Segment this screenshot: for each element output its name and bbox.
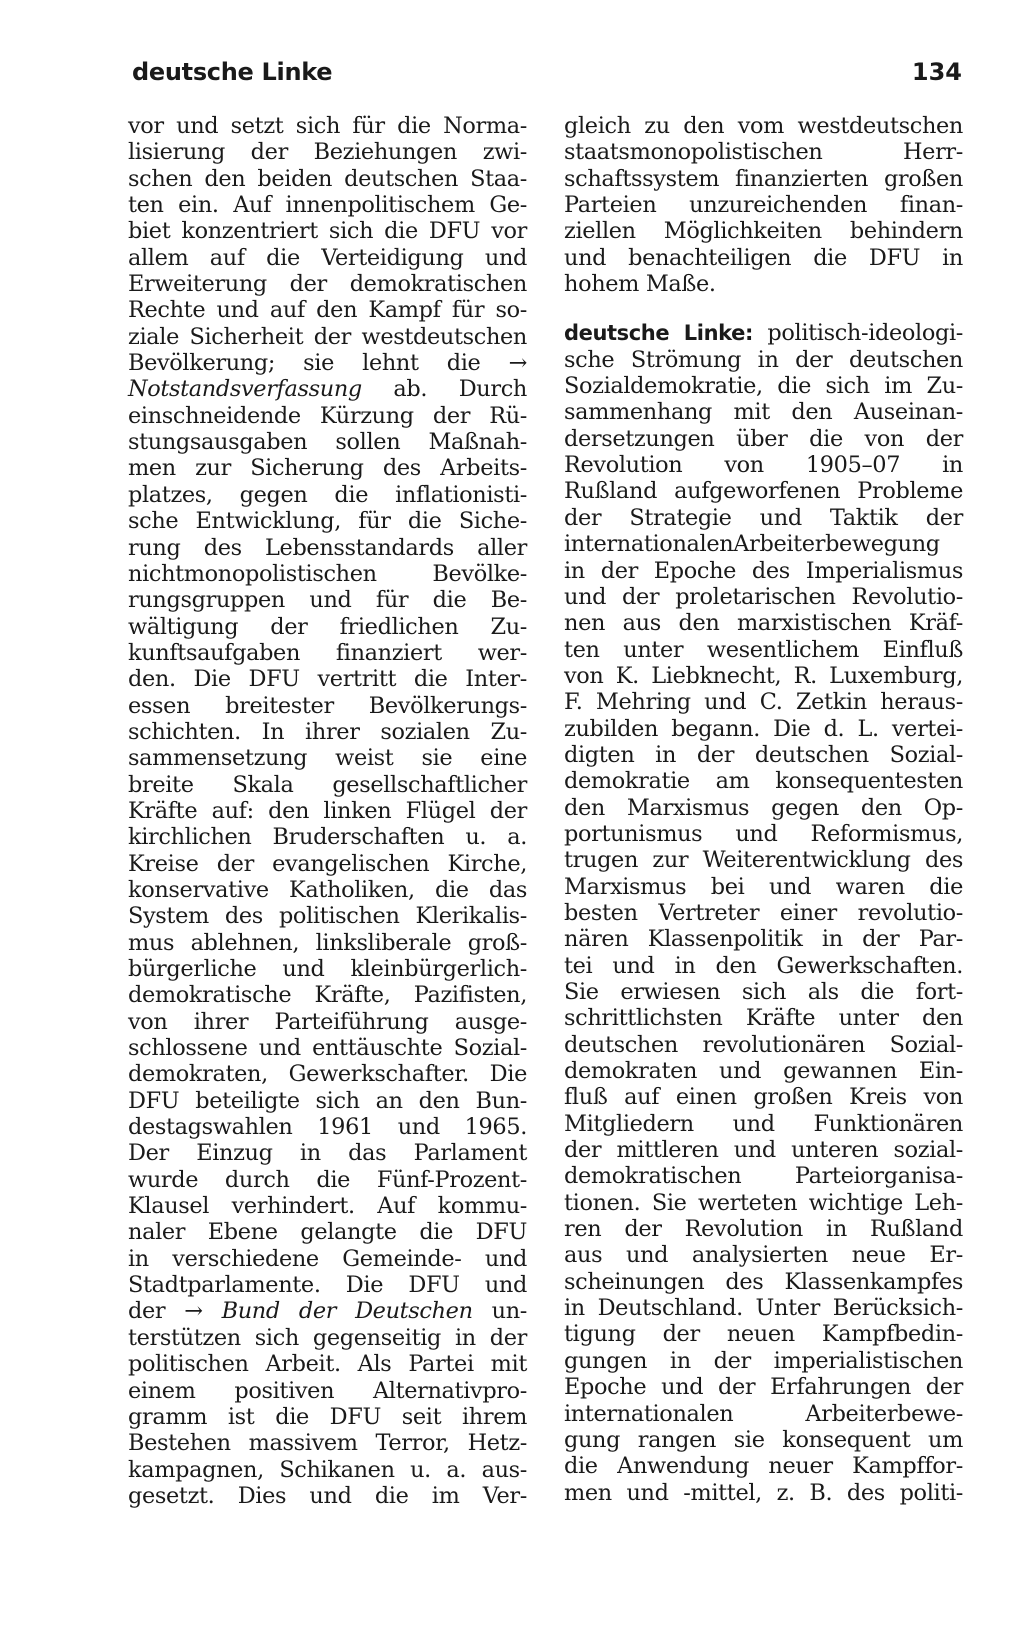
text-line: in Deutschland. Unter Berücksich-: [564, 1295, 963, 1322]
text-line: demokraten und gewannen Ein-: [564, 1058, 963, 1085]
text-line: kunftsaufgaben finanziert wer-: [128, 639, 527, 666]
text-line: Bevölkerung; sie lehnt die →: [128, 350, 527, 377]
text-line: scheinungen des Klassenkampfes: [564, 1268, 963, 1295]
text-line: politischen Arbeit. Als Partei mit: [128, 1351, 527, 1378]
text-line: in der Epoche des Imperialismus: [564, 557, 963, 584]
text-line: breite Skala gesellschaftlicher: [128, 771, 527, 798]
text-line: Revolution von 1905–07 in: [564, 452, 963, 479]
text-line: einem positiven Alternativpro-: [128, 1377, 527, 1404]
text-line: demokratischen Parteiorganisa-: [564, 1163, 963, 1190]
text-line: in verschiedene Gemeinde- und: [128, 1245, 527, 1272]
text-line: internationalenArbeiterbewegung: [564, 531, 940, 558]
text-line: Sie erwiesen sich als die fort-: [564, 979, 963, 1005]
text-line: tigung der neuen Kampfbedin-: [564, 1321, 963, 1348]
text-line: ziellen Möglichkeiten behindern: [564, 218, 963, 245]
text-line: F. Mehring und C. Zetkin heraus-: [564, 689, 963, 716]
text-line: von ihrer Parteiführung ausge-: [128, 1008, 527, 1035]
text-line: System des politischen Klerikalis-: [128, 903, 527, 930]
text-line: terstützen sich gegenseitig in der: [128, 1324, 527, 1351]
text-line: DFU beteiligte sich an den Bun-: [128, 1087, 527, 1114]
text-line: sche Strömung in der deutschen: [564, 346, 963, 373]
running-head: deutsche Linke: [132, 58, 333, 86]
text-line: men und -mittel, z. B. des politi-: [564, 1479, 963, 1506]
entry-keyword: deutsche Linke:: [564, 321, 753, 346]
text-line: naler Ebene gelangte die DFU: [128, 1219, 527, 1246]
text-line: Erweiterung der demokratischen: [128, 271, 527, 298]
text-line: Rechte und auf den Kampf für so-: [128, 297, 527, 324]
text-line: men zur Sicherung des Arbeits-: [128, 455, 527, 482]
text-line: der Strategie und Taktik der: [564, 504, 963, 531]
text-line: Marxismus bei und waren die: [564, 873, 963, 900]
text-line: den Marxismus gegen den Op-: [564, 794, 963, 821]
text-line: und der proletarischen Revolutio-: [564, 583, 963, 610]
text-line: fluß auf einen großen Kreis von: [564, 1084, 963, 1111]
text-line: platzes, gegen die inflationisti-: [128, 481, 527, 508]
text-line: schlossene und enttäuschte Sozial-: [128, 1035, 527, 1062]
text-line: demokratische Kräfte, Pazifisten,: [128, 982, 527, 1009]
text-line: Sozialdemokratie, die sich im Zu-: [564, 373, 963, 400]
text-line: vor und setzt sich für die Norma-: [128, 113, 527, 139]
right-column: [564, 113, 963, 1506]
text-line: gesetzt. Dies und die im Ver-: [128, 1482, 527, 1509]
text-line: der → Bund der Deutschen un-: [128, 1298, 527, 1325]
left-column: [128, 113, 527, 1509]
text-line: schrittlichsten Kräfte unter den: [564, 1005, 963, 1032]
text-line: Epoche und der Erfahrungen der: [564, 1374, 963, 1401]
text-line: lisierung der Beziehungen zwi-: [128, 139, 527, 166]
text-line: Notstandsverfassung ab. Durch: [128, 376, 527, 403]
text-line: staatsmonopolistischen Herr-: [564, 139, 963, 166]
text-line: rung des Lebensstandards aller: [128, 534, 527, 561]
text-line: biet konzentriert sich die DFU vor: [128, 218, 527, 245]
text-line: die Anwendung neuer Kampffor-: [564, 1453, 963, 1480]
text-line: ziale Sicherheit der westdeutschen: [128, 323, 527, 350]
text-line: portunismus und Reformismus,: [564, 820, 963, 847]
text-line: Kräfte auf: den linken Flügel der: [128, 797, 527, 824]
text-line: destagswahlen 1961 und 1965.: [128, 1114, 527, 1141]
entry-body: [564, 347, 963, 1506]
text-line: wurde durch die Fünf-Prozent-: [128, 1166, 527, 1193]
text-line: gramm ist die DFU seit ihrem: [128, 1403, 527, 1430]
text-line: Der Einzug in das Parlament: [128, 1140, 527, 1167]
page-header: [132, 58, 962, 94]
text-line: sammenhang mit den Auseinan-: [564, 399, 963, 426]
entry-gap: [564, 297, 963, 320]
text-line: nen aus den marxistischen Kräf-: [564, 610, 963, 637]
page-number: 134: [911, 58, 962, 86]
text-line: bürgerliche und kleinbürgerlich-: [128, 956, 527, 982]
text-line: wältigung der friedlichen Zu-: [128, 613, 527, 640]
text-line: den. Die DFU vertritt die Inter-: [128, 666, 527, 693]
text-line: allem auf die Verteidigung und: [128, 244, 527, 271]
entry-first-line: [564, 320, 963, 346]
text-line: kirchlichen Bruderschaften u. a.: [128, 824, 527, 851]
text-line: schen den beiden deutschen Staa-: [128, 165, 527, 192]
text-line: rungsgruppen und für die Be-: [128, 587, 527, 614]
text-line: Rußland aufgeworfenen Probleme: [564, 478, 963, 505]
text-line: trugen zur Weiterentwicklung des: [564, 847, 963, 874]
text-line: gleich zu den vom westdeutschen: [564, 113, 963, 139]
text-line: Klausel verhindert. Auf kommu-: [128, 1193, 527, 1220]
text-line: besten Vertreter einer revolutio-: [564, 899, 963, 926]
text-line: internationalen Arbeiterbewe-: [564, 1400, 963, 1427]
text-line: essen breitester Bevölkerungs-: [128, 692, 527, 719]
text-line: nären Klassenpolitik in der Par-: [564, 926, 963, 953]
text-line: digten in der deutschen Sozial-: [564, 741, 963, 768]
text-line: kampagnen, Schikanen u. a. aus-: [128, 1456, 527, 1483]
text-line: dersetzungen über die von der: [564, 425, 963, 452]
text-line: der mittleren und unteren sozial-: [564, 1137, 963, 1164]
text-line: schaftssystem finanzierten großen: [564, 165, 963, 192]
text-line: ten unter wesentlichem Einfluß: [564, 636, 963, 663]
text-line: Parteien unzureichenden finan-: [564, 192, 963, 219]
text-line: konservative Katholiken, die das: [128, 876, 527, 903]
text-line: von K. Liebknecht, R. Luxemburg,: [564, 662, 963, 689]
text-line: sche Entwicklung, für die Siche-: [128, 508, 527, 535]
text-line: Kreise der evangelischen Kirche,: [128, 850, 527, 877]
text-line: demokratie am konsequentesten: [564, 768, 963, 795]
text-line: sammensetzung weist sie eine: [128, 745, 527, 772]
text-line: ten ein. Auf innenpolitischem Ge-: [128, 192, 527, 219]
entry-first-line-text: politisch-ideologi-: [752, 320, 963, 347]
text-line: Bestehen massivem Terror, Hetz-: [128, 1430, 527, 1457]
text-line: Stadtparlamente. Die DFU und: [128, 1272, 527, 1299]
text-line: mus ablehnen, linksliberale groß-: [128, 929, 527, 956]
text-line: schichten. In ihrer sozialen Zu-: [128, 718, 527, 745]
text-line: tionen. Sie werteten wichtige Leh-: [564, 1189, 963, 1216]
text-line: gung rangen sie konsequent um: [564, 1426, 963, 1453]
text-line: Mitgliedern und Funktionären: [564, 1110, 963, 1137]
continued-entry-text: [564, 113, 963, 297]
text-line: demokraten, Gewerkschafter. Die: [128, 1061, 527, 1088]
text-line: nichtmonopolistischen Bevölke-: [128, 560, 527, 587]
text-line: hohem Maße.: [564, 271, 716, 298]
text-line: zubilden begann. Die d. L. vertei-: [564, 715, 963, 742]
text-line: tei und in den Gewerkschaften.: [564, 952, 963, 979]
text-line: deutschen revolutionären Sozial-: [564, 1031, 963, 1058]
text-line: stungsausgaben sollen Maßnah-: [128, 429, 527, 456]
text-line: ren der Revolution in Rußland: [564, 1216, 963, 1243]
text-line: aus und analysierten neue Er-: [564, 1242, 963, 1269]
text-line: einschneidende Kürzung der Rü-: [128, 402, 527, 429]
text-line: und benachteiligen die DFU in: [564, 244, 963, 271]
text-line: gungen in der imperialistischen: [564, 1347, 963, 1374]
